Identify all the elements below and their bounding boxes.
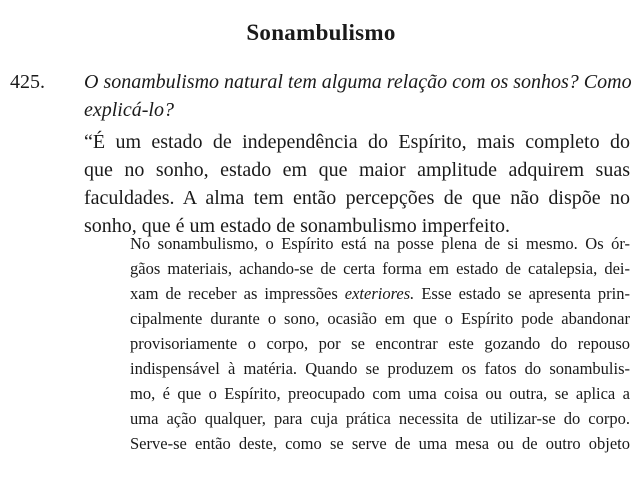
question-number: 425. — [10, 71, 45, 93]
question-text — [84, 68, 630, 124]
emphasis-word: exteriores. — [344, 284, 415, 303]
answer-line: “É um estado de independência do Espírito, mais completo do — [84, 131, 630, 153]
answer-line: que no sonho, estado em que maior amplitude adquirem suas — [84, 159, 630, 181]
question-line: O sonambulismo natural tem alguma relação com os sonhos? Como — [84, 71, 632, 93]
answer-line: sonho, que é um estado de sonambulismo imperfeito. — [84, 215, 511, 237]
answer-line: faculdades. A alma tem então percepções de que não dispõe no — [84, 187, 630, 209]
section-heading: Sonambulismo — [246, 20, 396, 45]
commentary-segment: xam de receber as impressões — [130, 284, 345, 303]
commentary-line: indispensável à matéria. Quando se produzem os fatos do sonambulis- — [130, 359, 630, 378]
answer-text — [84, 128, 630, 240]
commentary-line: uma ação qualquer, para cuja prática necessita de utilizar-se do corpo. — [130, 409, 630, 428]
commentary-line: cipalmente durante o sono, ocasião em que o Espírito pode abandonar — [130, 309, 630, 328]
question-line: explicá-lo? — [84, 99, 174, 121]
commentary-line — [130, 281, 630, 306]
commentary-line: gãos materiais, achando-se de certa forma em estado de catalepsia, dei- — [130, 259, 630, 278]
commentary-line: mo, é que o Espírito, preocupado com uma coisa ou outra, se aplica a — [130, 384, 630, 403]
commentary-text — [130, 231, 630, 456]
commentary-line: No sonambulismo, o Espírito está na posse plena de si mesmo. Os ór- — [130, 234, 630, 253]
commentary-line: provisoriamente o corpo, por se encontrar este gozando do repouso — [130, 334, 630, 353]
commentary-line: Serve-se então deste, como se serve de uma mesa ou de outro objeto — [130, 434, 630, 453]
commentary-segment: Esse estado se apresenta prin- — [414, 284, 630, 303]
